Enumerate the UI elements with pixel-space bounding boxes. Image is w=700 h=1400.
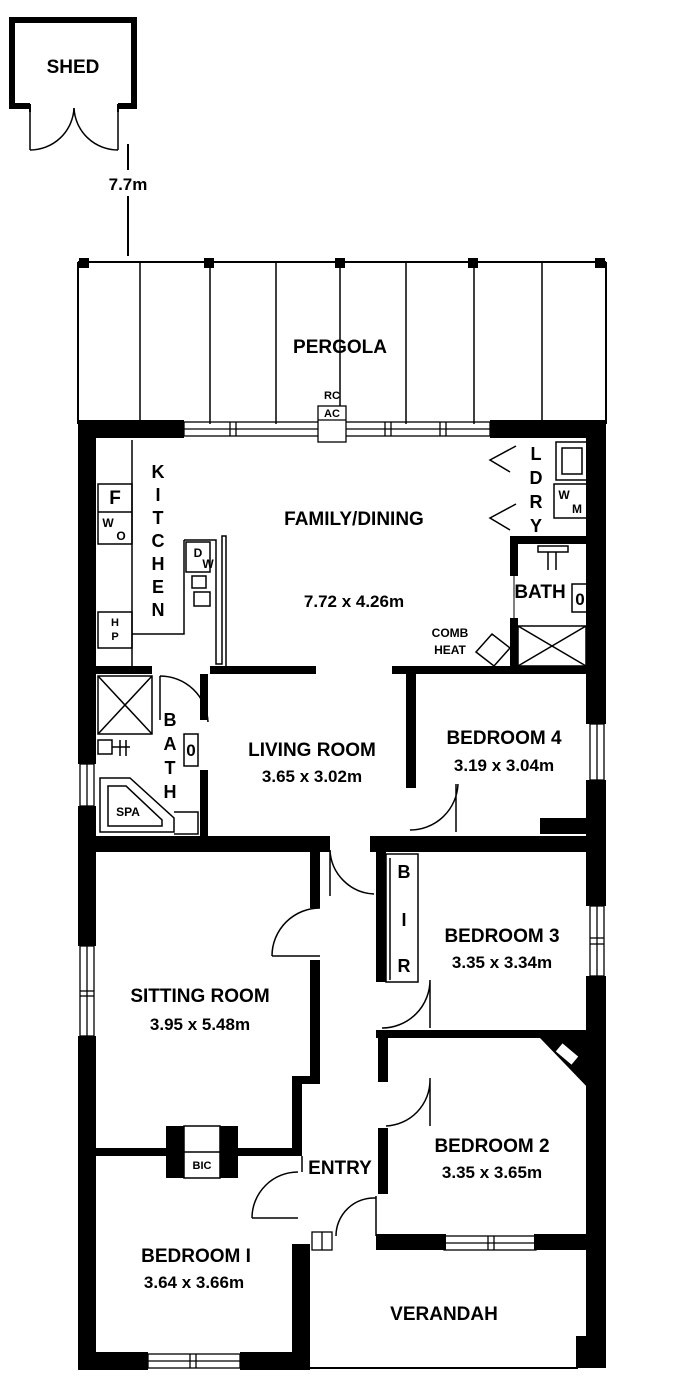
bedroom2-corner-feature xyxy=(540,1038,590,1090)
kitchen-letter-5: H xyxy=(151,554,165,574)
bic-robe xyxy=(166,1126,238,1178)
dishwasher-letter-d: D xyxy=(193,546,203,560)
side-toilet-zero: 0 xyxy=(186,741,196,760)
verandah xyxy=(310,1250,604,1368)
fridge-letter-f: F xyxy=(109,488,121,509)
bir-letter-b: B xyxy=(397,862,411,882)
side-bath-letter-b: B xyxy=(163,710,177,730)
bedroom2-dimensions: 3.35 x 3.65m xyxy=(441,1163,543,1182)
laundry-letter-d: D xyxy=(529,468,543,488)
laundry-letter-r: R xyxy=(529,492,543,512)
door-bedroom3 xyxy=(382,980,430,1028)
bedroom3-label: BEDROOM 3 xyxy=(444,926,560,947)
family-dining-dimensions: 7.72 x 4.26m xyxy=(303,592,405,611)
shed xyxy=(12,20,134,150)
bedroom1-label: BEDROOM I xyxy=(141,1246,251,1267)
door-bedroom1 xyxy=(252,1172,298,1218)
verandah-label: VERANDAH xyxy=(390,1304,498,1325)
door-bedroom4 xyxy=(410,784,458,832)
kitchen-letter-6: E xyxy=(151,577,165,597)
living-room-dimensions: 3.65 x 3.02m xyxy=(261,767,363,786)
comb-heat-line-2: HEAT xyxy=(434,643,466,657)
kitchen-letter-2: I xyxy=(155,485,161,505)
bedroom2-label: BEDROOM 2 xyxy=(434,1136,550,1157)
bir-letter-r: R xyxy=(397,956,411,976)
kitchen-letter-7: N xyxy=(151,600,165,620)
laundry-letter-y: Y xyxy=(529,516,543,536)
pergola-label: PERGOLA xyxy=(293,337,387,358)
side-bath-fixtures xyxy=(98,676,198,834)
washer-letter-m: M xyxy=(572,502,582,516)
comb-heat-line-1: COMB xyxy=(431,626,469,640)
fridge-letter-w: W xyxy=(102,516,114,530)
ac-label: AC xyxy=(324,408,340,420)
fridge-letter-o: O xyxy=(116,529,126,543)
kitchen-letter-3: T xyxy=(152,508,164,528)
kitchen-label xyxy=(152,462,165,620)
washer-letter-w: W xyxy=(558,488,570,502)
side-bath-letter-a: A xyxy=(163,734,177,754)
rear-bath-label: BATH xyxy=(514,582,566,603)
door-front-entry xyxy=(336,1196,376,1236)
hotplate-letter-p: P xyxy=(111,631,119,643)
door-hall-living xyxy=(330,850,374,896)
door-bedroom2 xyxy=(386,1078,430,1126)
kitchen-letter-4: C xyxy=(151,531,165,551)
bic-label: BIC xyxy=(192,1160,212,1172)
bedroom1-dimensions: 3.64 x 3.66m xyxy=(143,1273,245,1292)
living-room-label: LIVING ROOM xyxy=(248,740,376,761)
bedroom4-label: BEDROOM 4 xyxy=(446,728,562,749)
shed-distance-label: 7.7m xyxy=(108,175,148,194)
laundry-letter-l: L xyxy=(530,444,542,464)
pergola xyxy=(78,258,606,424)
bir-letter-i: I xyxy=(401,910,407,930)
side-bath-letter-h: H xyxy=(163,782,177,802)
side-bath-label xyxy=(164,710,177,802)
dishwasher-letter-w: W xyxy=(202,557,214,571)
shed-label: SHED xyxy=(46,57,100,78)
rc-label: RC xyxy=(324,390,340,402)
spa-label: SPA xyxy=(116,805,140,819)
air-conditioner xyxy=(318,390,346,442)
family-dining-label: FAMILY/DINING xyxy=(284,509,424,530)
bir-robe xyxy=(386,854,418,982)
entry-label: ENTRY xyxy=(308,1158,372,1179)
rear-toilet-zero: 0 xyxy=(575,590,585,609)
sitting-room-dimensions: 3.95 x 5.48m xyxy=(149,1015,251,1034)
kitchen-letter-1: K xyxy=(151,462,165,482)
shed-distance xyxy=(109,144,148,256)
laundry-label xyxy=(530,444,543,536)
sitting-room-label: SITTING ROOM xyxy=(130,986,270,1007)
rear-bath-fixtures xyxy=(476,546,588,666)
side-bath-letter-t: T xyxy=(164,758,176,778)
bedroom3-dimensions: 3.35 x 3.34m xyxy=(451,953,553,972)
door-sitting xyxy=(272,908,320,956)
bedroom4-dimensions: 3.19 x 3.04m xyxy=(453,756,555,775)
hotplate-letter-h: H xyxy=(111,617,119,629)
